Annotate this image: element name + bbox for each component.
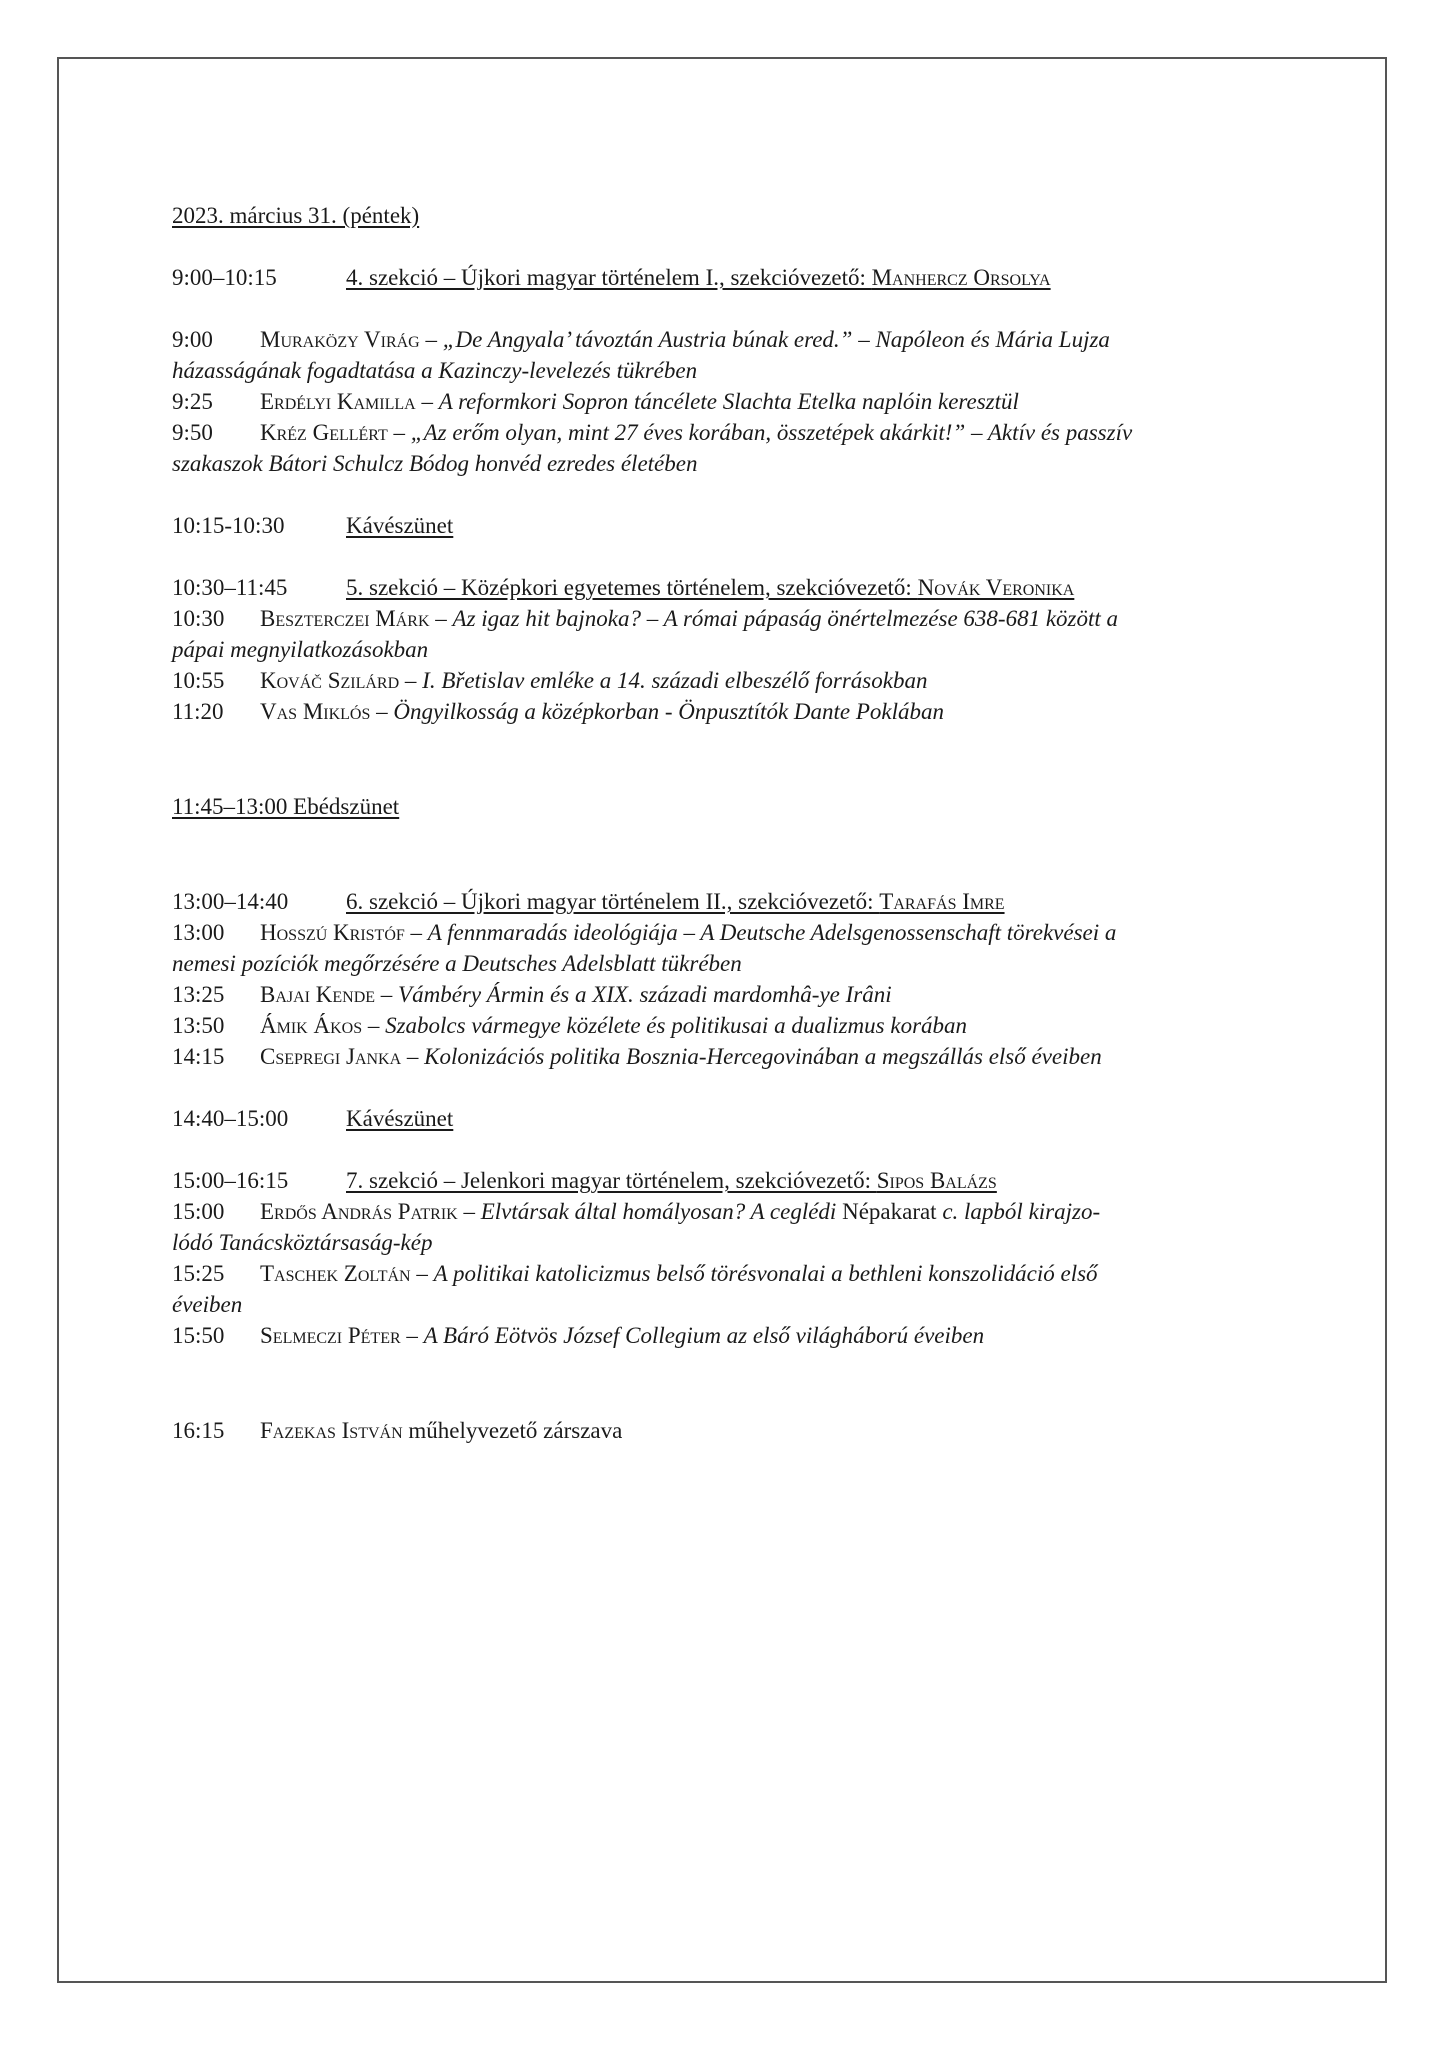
section-time: 13:00–14:40 — [172, 889, 289, 914]
coffee-break-1 — [172, 510, 1287, 541]
section-chair: Manhercz Orsolya — [871, 265, 1051, 290]
separator: – — [362, 1013, 386, 1038]
talk — [172, 1196, 1287, 1258]
talk-time: 13:00 — [172, 920, 225, 945]
talk-speaker: Muraközy Virág — [260, 327, 420, 352]
separator: – — [404, 920, 428, 945]
break-time: 14:40–15:00 — [172, 1106, 289, 1131]
talk-title-cont: pápai megnyilatkozásokban — [172, 637, 429, 662]
section-5-heading — [172, 572, 1287, 603]
talk-title-cont: éveiben — [172, 1292, 243, 1317]
lunch-break: 11:45–13:00 Ebédszünet — [172, 794, 400, 819]
talk — [172, 1320, 1287, 1351]
separator: – — [429, 606, 453, 631]
talk-speaker: Erdős András Patrik — [260, 1199, 458, 1224]
section-time: 10:30–11:45 — [172, 575, 288, 600]
talk-title: A reformkori Sopron táncélete Slachta Etelka naplóin keresztül — [438, 389, 1019, 414]
talk-time: 14:15 — [172, 1044, 225, 1069]
talk-speaker: Hosszú Kristóf — [260, 920, 405, 945]
closing-remarks — [172, 1415, 1287, 1446]
talk — [172, 1258, 1287, 1320]
separator: – — [419, 327, 443, 352]
talk-time: 10:55 — [172, 668, 225, 693]
talk-title-cont: házasságának fogadtatása a Kazinczy-levelezés tükrében — [172, 358, 698, 383]
break-label: Kávészünet — [346, 1106, 454, 1131]
break-label: Kávészünet — [346, 513, 454, 538]
section-4-heading — [172, 262, 1287, 293]
section-chair: Novák Veronika — [917, 575, 1075, 600]
talk-time: 9:50 — [172, 420, 213, 445]
talk-title-cont: lódó Tanácsköztársaság-kép — [172, 1230, 433, 1255]
talk-speaker: Taschek Zoltán — [260, 1261, 411, 1286]
talk-speaker: Erdélyi Kamilla — [260, 389, 416, 414]
section-title: 7. szekció – Jelenkori magyar történelem, szekcióvezető: — [346, 1168, 877, 1193]
talk-speaker: Kováč Szilárd — [260, 668, 400, 693]
talk-time: 13:50 — [172, 1013, 225, 1038]
coffee-break-2 — [172, 1103, 1287, 1134]
talk — [172, 917, 1287, 979]
talk-title-cont: szakaszok Bátori Schulcz Bódog honvéd ezredes életében — [172, 451, 698, 476]
separator: – — [457, 1199, 481, 1224]
closing-text: műhelyvezető zárszava — [402, 1418, 623, 1443]
talk-title-end: c. lapból kirajzo- — [936, 1199, 1101, 1224]
talk-title: Kolonizációs politika Bosznia-Hercegovinában a megszállás első éveiben — [424, 1044, 1102, 1069]
talk-time: 15:00 — [172, 1199, 225, 1224]
talk-speaker: Csepregi Janka — [260, 1044, 402, 1069]
talk-speaker: Selmeczi Péter — [260, 1323, 401, 1348]
separator: – — [375, 982, 399, 1007]
section-title: 6. szekció – Újkori magyar történelem II., szekcióvezető: — [346, 889, 880, 914]
talk-time: 13:25 — [172, 982, 225, 1007]
talk — [172, 665, 1287, 696]
section-time: 15:00–16:15 — [172, 1168, 289, 1193]
talk — [172, 979, 1287, 1010]
talk-title: Az igaz hit bajnoka? – A római pápaság önértelmezése 638-681 között a — [452, 606, 1119, 631]
section-time: 9:00–10:15 — [172, 265, 277, 290]
section-chair: Tarafás Imre — [879, 889, 1005, 914]
talk-title: Öngyilkosság a középkorban - Önpusztítók Dante Poklában — [393, 699, 945, 724]
talk — [172, 1010, 1287, 1041]
talk-title: A fennmaradás ideológiája – A Deutsche Adelsgenossenschaft törekvései a — [427, 920, 1117, 945]
section-title: 5. szekció – Középkori egyetemes történelem, szekcióvezető: — [346, 575, 918, 600]
separator: – — [410, 1261, 434, 1286]
section-7-heading — [172, 1165, 1287, 1196]
closing-time: 16:15 — [172, 1418, 225, 1443]
section-chair: Sipos Balázs — [876, 1168, 997, 1193]
separator: – — [415, 389, 439, 414]
talk — [172, 324, 1287, 386]
talk — [172, 417, 1287, 479]
talk-time: 9:25 — [172, 389, 213, 414]
talk-title: „De Angyala’ távoztán Austria búnak ered.” – Napóleon és Mária Lujza — [442, 327, 1110, 352]
talk-title: Elvtársak által homályosan? A ceglédi — [480, 1199, 843, 1224]
section-6-heading — [172, 886, 1287, 917]
talk-time: 15:25 — [172, 1261, 225, 1286]
talk — [172, 386, 1287, 417]
talk-speaker: Kréz Gellért — [260, 420, 388, 445]
separator: – — [401, 1044, 425, 1069]
talk-title: A Báró Eötvös József Collegium az első világháború éveiben — [423, 1323, 985, 1348]
talk-title: I. Břetislav emléke a 14. századi elbeszélő forrásokban — [422, 668, 928, 693]
talk — [172, 603, 1287, 665]
separator: – — [399, 668, 423, 693]
talk-title: Szabolcs vármegye közélete és politikusai a dualizmus korában — [385, 1013, 968, 1038]
separator: – — [387, 420, 411, 445]
talk-title: „Az erőm olyan, mint 27 éves korában, összetépek akárkit!” – Aktív és passzív — [410, 420, 1133, 445]
newspaper-title: Népakarat — [842, 1199, 937, 1224]
talk-title-cont: nemesi pozíciók megőrzésére a Deutsches Adelsblatt tükrében — [172, 951, 742, 976]
talk-time: 10:30 — [172, 606, 225, 631]
talk-title: Vámbéry Ármin és a XIX. századi mardomhâ-ye Irâni — [398, 982, 892, 1007]
separator: – — [400, 1323, 424, 1348]
separator: – — [370, 699, 394, 724]
talk-speaker: Ámik Ákos — [260, 1013, 363, 1038]
talk-speaker: Bajai Kende — [260, 982, 376, 1007]
talk — [172, 696, 1287, 727]
talk-speaker: Vas Miklós — [260, 699, 371, 724]
talk-time: 15:50 — [172, 1323, 225, 1348]
closing-speaker: Fazekas István — [260, 1418, 403, 1443]
program-schedule — [172, 200, 1287, 1446]
talk-title: A politikai katolicizmus belső törésvonalai a bethleni konszolidáció első — [433, 1261, 1098, 1286]
talk — [172, 1041, 1287, 1072]
section-title: 4. szekció – Újkori magyar történelem I., szekcióvezető: — [346, 265, 872, 290]
talk-time: 11:20 — [172, 699, 224, 724]
talk-speaker: Beszterczei Márk — [260, 606, 430, 631]
talk-time: 9:00 — [172, 327, 213, 352]
date-heading: 2023. március 31. (péntek) — [172, 203, 420, 228]
break-time: 10:15-10:30 — [172, 513, 285, 538]
